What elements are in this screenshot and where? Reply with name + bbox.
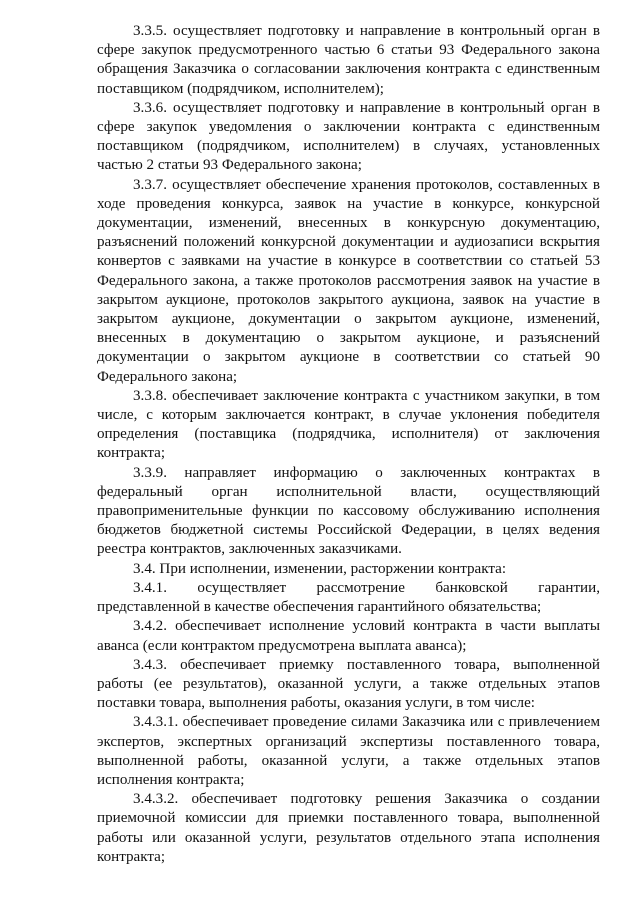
paragraph-3-4: 3.4. При исполнении, изменении, расторжении контракта: [133, 560, 507, 577]
paragraph-3-3-7: 3.3.7. осуществляет обеспечение хранения протоколов, составленных в ходе проведения конкурса, заявок на участие в конкурсе, конкурсной документации, изменений, внесенных в конкурсную документацию, разъяснений положений конкурсной документации и аудиозаписи вскрытия конвертов с заявками на участие в конкурсе в соответствии со статьей 53 Федерального закона, а также протоколов рассмотрения заявок на участие в закрытом аукционе, протоколов закрытого аукциона, заявок на участие в закрытом аукционе, документации о закрытом аукционе, изменений, внесенных в документацию о закрытом аукционе, и разъяснений документации о закрытом аукционе в соответствии со статьей 90 Федерального закона; [97, 176, 600, 385]
paragraph-3-3-9: 3.3.9. направляет информацию о заключенных контрактах в федеральный орган исполнительной власти, осуществляющий правоприменительные функции по кассовому обслуживанию исполнения бюджетов бюджетной системы Российской Федерации, в целях ведения реестра контрактов, заключенных заказчиками. [97, 464, 600, 558]
paragraph-3-4-2: 3.4.2. обеспечивает исполнение условий контракта в части выплаты аванса (если контрактом предусмотрена выплата аванса); [97, 618, 600, 654]
paragraph-3-4-1: 3.4.1. осуществляет рассмотрение банковской гарантии, представленной в качестве обеспечения гарантийного обязательства; [97, 579, 600, 616]
paragraph-3-3-8: 3.3.8. обеспечивает заключение контракта с участником закупки, в том числе, с которым заключается контракт, в случае уклонения победителя определения (поставщика (подрядчика, исполнителя) от заключения контракта; [97, 387, 600, 462]
paragraph-3-4-3-1: 3.4.3.1. обеспечивает проведение силами Заказчика или с привлечением экспертов, экспертных организаций экспертизы поставленного товара, выполненной работы, оказанной услуги, а также отдельных этапов исполнения контракта; [97, 714, 600, 788]
paragraph-3-4-3-2: 3.4.3.2. обеспечивает подготовку решения Заказчика о создании приемочной комиссии для приемки поставленного товара, выполненной работы или оказанной услуги, результатов отдельного этапа исполнения контракта; [97, 791, 600, 865]
paragraph-3-4-3: 3.4.3. обеспечивает приемку поставленного товара, выполненной работы (ее результатов), оказанной услуги, а также отдельных этапов поставки товара, выполнения работы, оказания услуги, в том числе: [97, 656, 600, 712]
paragraph-3-3-6: 3.3.6. осуществляет подготовку и направление в контрольный орган в сфере закупок уведомления о заключении контракта с единственным поставщиком (подрядчиком, исполнителем) в случаях, установленных частью 2 статьи 93 Федерального закона; [97, 99, 600, 174]
paragraph-3-3-5: 3.3.5. осуществляет подготовку и направление в контрольный орган в сфере закупок предусмотренного частью 6 статьи 93 Федерального закона обращения Заказчика о согласовании заключения контракта с единственным поставщиком (подрядчиком, исполнителем); [97, 23, 600, 97]
document-page [97, 22, 600, 867]
